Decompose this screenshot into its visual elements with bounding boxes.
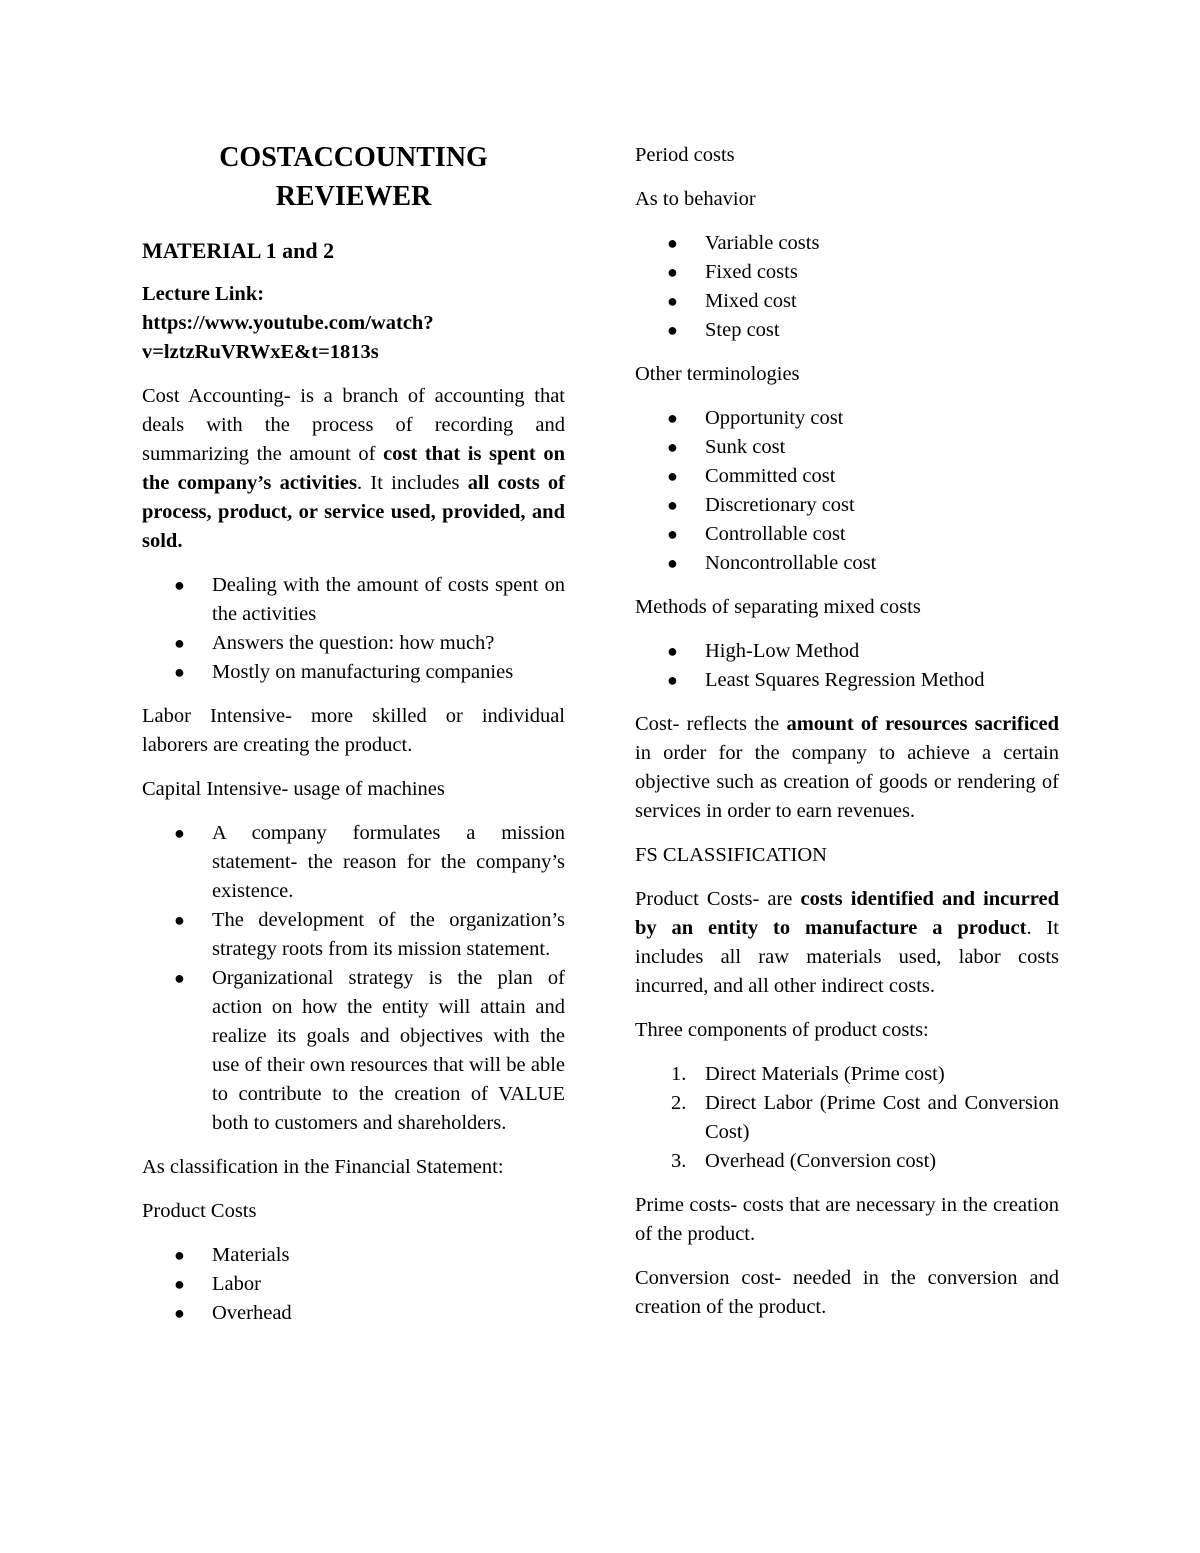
list-item-text: Direct Labor (Prime Cost and Conversion Cost) (705, 1092, 1059, 1143)
list-item-text: Answers the question: how much? (212, 632, 495, 654)
list-item (142, 1270, 565, 1299)
list-item (635, 1089, 1059, 1147)
list-item (635, 462, 1059, 491)
bullet-icon: ● (667, 437, 678, 457)
list-number: 2. (671, 1092, 687, 1114)
methods-list (635, 637, 1059, 695)
document-title (142, 138, 565, 216)
terminologies-list (635, 404, 1059, 578)
list-item (635, 258, 1059, 287)
list-item-text: Overhead (212, 1302, 292, 1324)
list-item-text: Variable costs (705, 232, 820, 254)
def-text-b: cost that is spent on the company’s activities (142, 443, 565, 494)
list-item (635, 404, 1059, 433)
list-item (635, 666, 1059, 695)
bullet-icon: ● (174, 575, 185, 595)
list-item (142, 658, 565, 687)
list-item (142, 819, 565, 906)
components-list (635, 1060, 1059, 1176)
list-item-text: Labor (212, 1273, 261, 1295)
product-costs-definition (635, 885, 1059, 1001)
list-item-text: The development of the organization’s strategy roots from its mission statement. (212, 909, 565, 960)
bullet-icon: ● (174, 1303, 185, 1323)
bullet-icon: ● (667, 262, 678, 282)
labor-intensive-text: Labor Intensive- more skilled or individual laborers are creating the product. (142, 705, 565, 756)
list-item-text: Discretionary cost (705, 494, 855, 516)
def-text-c: . It includes (357, 472, 468, 494)
bullet-icon: ● (174, 662, 185, 682)
bullet-icon: ● (667, 641, 678, 661)
lecture-url-line-2[interactable]: v=lztzRuVRWxE&t=1813s (142, 341, 379, 363)
list-item-text: Mixed cost (705, 290, 797, 312)
list-item-text: Materials (212, 1244, 290, 1266)
list-item (635, 287, 1059, 316)
prime-costs-text: Prime costs- costs that are necessary in the creation of the product. (635, 1194, 1059, 1245)
bullet-icon: ● (667, 408, 678, 428)
list-item-text: Overhead (Conversion cost) (705, 1150, 937, 1172)
list-item-text: Noncontrollable cost (705, 552, 877, 574)
title-line-1: COSTACCOUNTING (219, 142, 488, 173)
list-item (635, 549, 1059, 578)
bullet-icon: ● (667, 233, 678, 253)
bullet-list-1 (142, 571, 565, 687)
cost-text-b: amount of resources sacrificed (786, 713, 1059, 735)
behavior-label: As to behavior (635, 188, 756, 210)
behavior-list (635, 229, 1059, 345)
cost-text-a: Cost- reflects the (635, 713, 787, 735)
other-terminologies-label: Other terminologies (635, 363, 800, 385)
lecture-label: Lecture Link: (142, 283, 265, 305)
list-item (635, 433, 1059, 462)
def-text-d: all costs of process, product, or service used, provided, and sold. (142, 472, 566, 552)
right-column (635, 141, 1059, 1337)
list-item (635, 229, 1059, 258)
list-number: 3. (671, 1150, 687, 1172)
bullet-icon: ● (174, 910, 185, 930)
title-line-2: REVIEWER (275, 181, 432, 212)
product-costs-label: Product Costs (142, 1200, 257, 1222)
list-item (635, 316, 1059, 345)
list-item (142, 1299, 565, 1328)
list-item-text: Committed cost (705, 465, 836, 487)
bullet-icon: ● (667, 670, 678, 690)
bullet-list-2 (142, 819, 565, 1138)
list-item (142, 629, 565, 658)
bullet-icon: ● (667, 320, 678, 340)
list-item-text: Controllable cost (705, 523, 846, 545)
list-item (635, 637, 1059, 666)
left-column (142, 138, 565, 1343)
list-item (635, 1060, 1059, 1089)
list-item-text: A company formulates a mission statement- the reason for the company’s existence. (212, 822, 565, 902)
bullet-icon: ● (667, 466, 678, 486)
bullet-icon: ● (174, 1274, 185, 1294)
methods-label: Methods of separating mixed costs (635, 596, 921, 618)
list-item-text: Least Squares Regression Method (705, 669, 985, 691)
bullet-icon: ● (174, 823, 185, 843)
cost-accounting-definition (142, 382, 565, 556)
bullet-icon: ● (174, 633, 185, 653)
list-item (635, 491, 1059, 520)
pc-text-c: . It includes all raw materials used, labor costs incurred, and all other indirect costs. (635, 917, 1059, 997)
lecture-url-line-1[interactable]: https://www.youtube.com/watch? (142, 312, 434, 334)
list-item (142, 1241, 565, 1270)
period-costs-label: Period costs (635, 144, 735, 166)
pc-text-b: costs identified and incurred by an entity to manufacture a product (635, 888, 1060, 939)
list-item (635, 1147, 1059, 1176)
bullet-list-3 (142, 1241, 565, 1328)
list-number: 1. (671, 1063, 687, 1085)
bullet-icon: ● (667, 553, 678, 573)
fs-classification-text: As classification in the Financial Statement: (142, 1156, 504, 1178)
cost-definition (635, 710, 1059, 826)
bullet-icon: ● (174, 968, 185, 988)
list-item-text: Mostly on manufacturing companies (212, 661, 514, 683)
list-item-text: Fixed costs (705, 261, 798, 283)
def-text-a: Cost Accounting- is a branch of accounting that deals with the process of recording and summarizing the amount of (142, 385, 565, 465)
bullet-icon: ● (667, 524, 678, 544)
list-item (635, 520, 1059, 549)
list-item (142, 964, 565, 1138)
three-components-label: Three components of product costs: (635, 1019, 929, 1041)
list-item-text: High-Low Method (705, 640, 860, 662)
lecture-link-block (142, 280, 565, 367)
list-item-text: Opportunity cost (705, 407, 844, 429)
bullet-icon: ● (174, 1245, 185, 1265)
bullet-icon: ● (667, 495, 678, 515)
conversion-cost-text: Conversion cost- needed in the conversion and creation of the product. (635, 1267, 1059, 1318)
capital-intensive-text: Capital Intensive- usage of machines (142, 778, 445, 800)
list-item-text: Step cost (705, 319, 780, 341)
list-item-text: Organizational strategy is the plan of action on how the entity will attain and realize its goals and objectives with the use of their own resources that will be able to contribute to the creation of VALUE both to customers and shareholders. (212, 967, 565, 1134)
list-item-text: Direct Materials (Prime cost) (705, 1063, 945, 1085)
material-heading: MATERIAL 1 and 2 (142, 238, 335, 263)
cost-text-c: in order for the company to achieve a certain objective such as creation of goods or rendering of services in order to earn revenues. (635, 742, 1059, 822)
list-item-text: Sunk cost (705, 436, 786, 458)
bullet-icon: ● (667, 291, 678, 311)
list-item-text: Dealing with the amount of costs spent on the activities (212, 574, 565, 625)
list-item (142, 906, 565, 964)
list-item (142, 571, 565, 629)
fs-classification-heading: FS CLASSIFICATION (635, 844, 827, 866)
pc-text-a: Product Costs- are (635, 888, 801, 910)
